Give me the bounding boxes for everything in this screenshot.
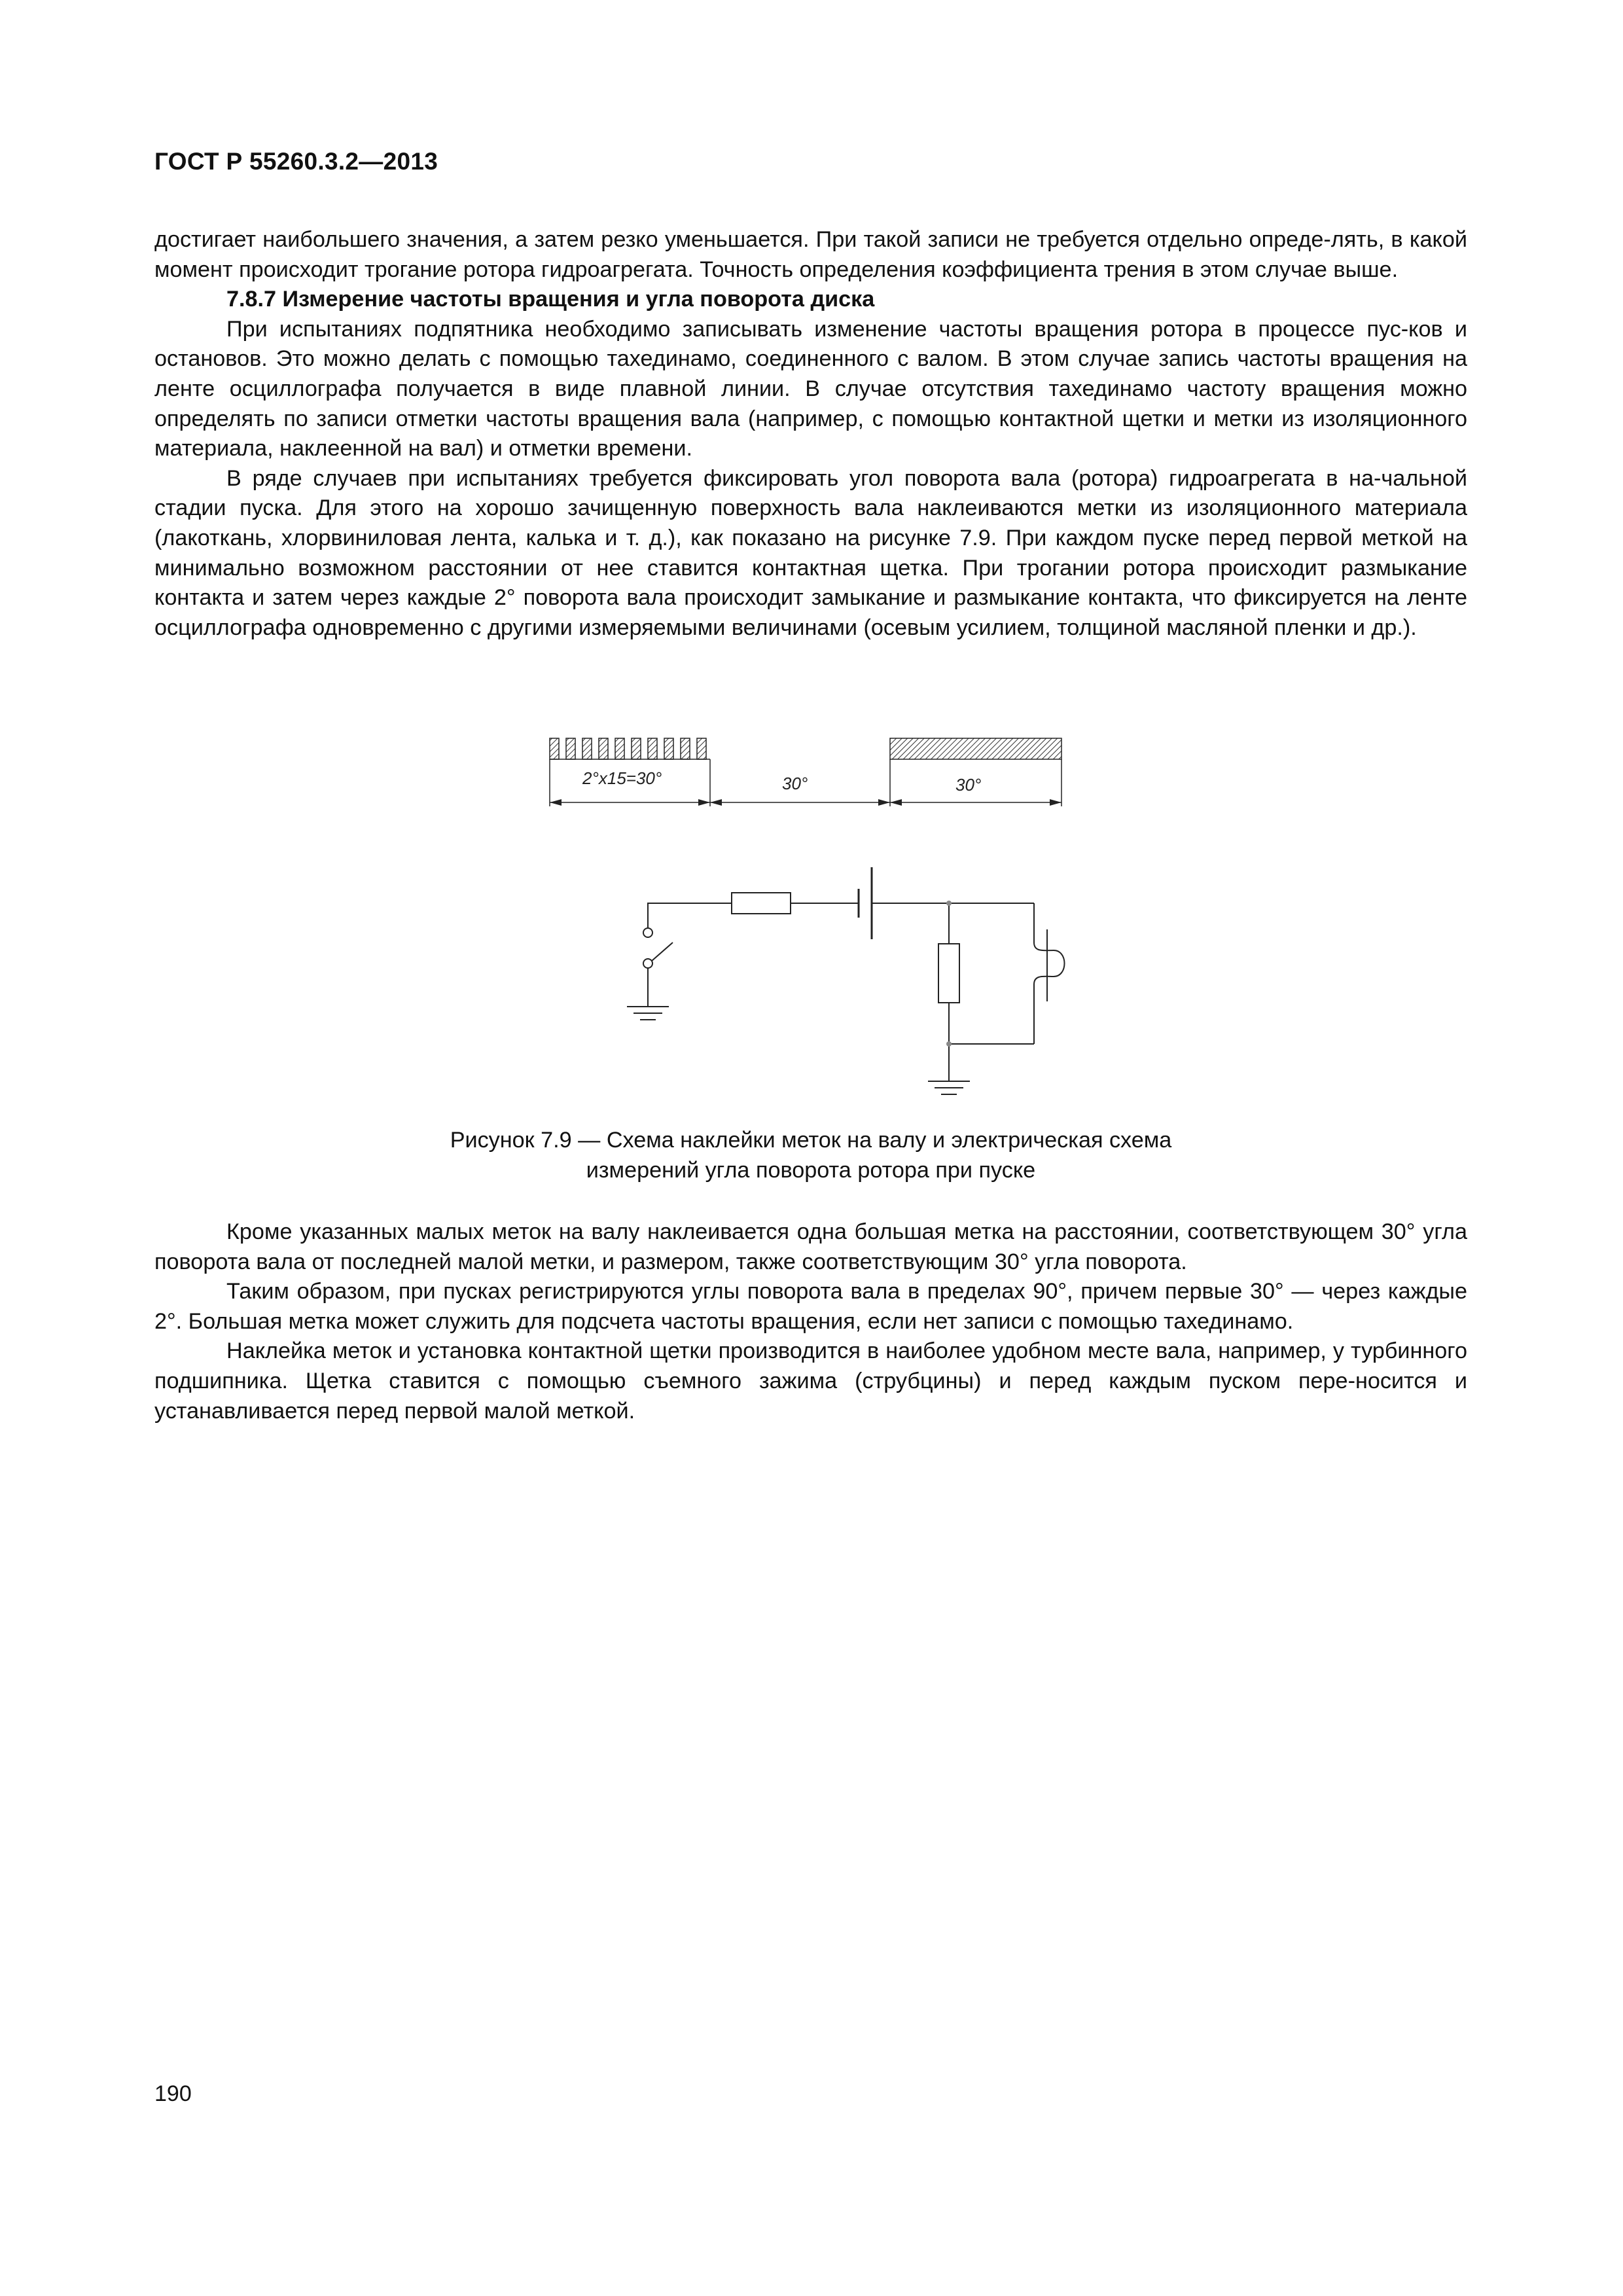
caption-line: Рисунок 7.9 — Схема наклейки меток на валу и электрическая схема bbox=[450, 1128, 1172, 1153]
paragraph: Наклейка меток и установка контактной щетки производится в наиболее удобном месте вала, например, у турбинного подшипника. Щетка ставится с помощью съемного зажима (струбцины) и перед каждым пуском пере-носится и устанавливается перед первой малой меткой. bbox=[154, 1338, 1467, 1424]
label-small-marks: 2°x15=30° bbox=[582, 768, 662, 788]
resistor-series bbox=[732, 893, 791, 914]
document-header: ГОСТ Р 55260.3.2—2013 bbox=[154, 148, 438, 175]
label-large-mark: 30° bbox=[955, 775, 982, 795]
page-number: 190 bbox=[154, 2081, 192, 2106]
figure-caption bbox=[154, 1126, 1467, 1185]
figure-drawing bbox=[537, 720, 1093, 1113]
caption-line: измерений угла поворота ротора при пуске bbox=[586, 1157, 1036, 1183]
body-text-top bbox=[154, 225, 1467, 643]
section-heading: 7.8.7 Измерение частоты вращения и угла поворота диска bbox=[226, 287, 875, 312]
paragraph: Кроме указанных малых меток на валу наклеивается одна большая метка на расстоянии, соответствующем 30° угла поворота вала от последней малой метки, и размером, также соответствующим 30° угла поворота. bbox=[154, 1219, 1467, 1274]
label-gap: 30° bbox=[782, 774, 808, 793]
contact-top bbox=[643, 928, 652, 937]
oscillograph-loop bbox=[1034, 942, 1065, 984]
contact-bottom bbox=[643, 959, 652, 968]
paragraph: Таким образом, при пусках регистрируются углы поворота вала в пределах 90°, причем первые 30° — через каждые 2°. Большая метка может служить для подсчета частоты вращения, если нет записи с помощью тахединамо. bbox=[154, 1279, 1467, 1334]
paragraph: В ряде случаев при испытаниях требуется фиксировать угол поворота вала (ротора) гидроагрегата в на-чальной стадии пуска. Для этого на хорошо зачищенную поверхность вала наклеиваются метки из изоляционного материала (лакоткань, хлорвиниловая лента, калька и т. д.), как показано на рисунке 7.9. При каждом пуске перед первой меткой на минимально возможном расстоянии от нее ставится контактная щетка. При трогании ротора происходит размыкание контакта и затем через каждые 2° поворота вала происходит замыкание и размыкание контакта, что фиксируется на ленте осциллографа одновременно с другими измеряемыми величинами (осевым усилием, толщиной масляной пленки и др.). bbox=[154, 465, 1467, 640]
small-marks bbox=[550, 738, 706, 759]
shaft-marks-diagram bbox=[550, 738, 1061, 806]
paragraph: достигает наибольшего значения, а затем резко уменьшается. При такой записи не требуется отдельно опреде-лять, в какой момент происходит трогание ротора гидроагрегата. Точность определения коэффициента трения в этом случае выше. bbox=[154, 227, 1467, 282]
resistor-shunt bbox=[938, 944, 959, 1003]
switch-arm bbox=[652, 942, 673, 961]
large-mark bbox=[890, 738, 1061, 759]
body-text-bottom bbox=[154, 1217, 1467, 1426]
figure-7-9 bbox=[537, 720, 1093, 1113]
electrical-circuit bbox=[627, 867, 1065, 1094]
paragraph: При испытаниях подпятника необходимо записывать изменение частоты вращения ротора в процессе пус-ков и остановов. Это можно делать с помощью тахединамо, соединенного с валом. В этом случае запись частоты вращения на ленте осциллографа получается в виде плавной линии. В случае отсутствия тахединамо частоту вращения можно определять по записи отметки частоты вращения вала (например, с помощью контактной щетки и метки из изоляционного материала, наклеенной на вал) и отметки времени. bbox=[154, 316, 1467, 461]
